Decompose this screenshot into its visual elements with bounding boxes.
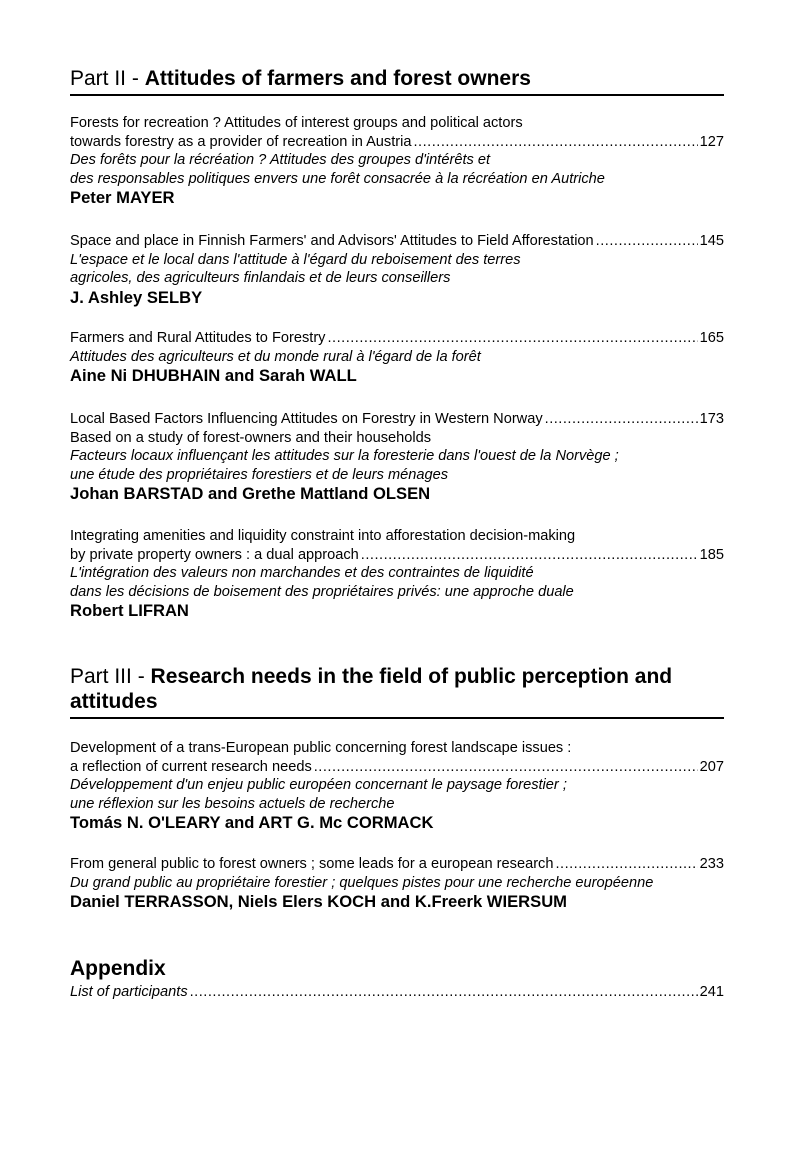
entry-title-line: towards forestry as a provider of recreation in Austria ..... 127	[70, 133, 724, 152]
page-number: 173	[699, 411, 724, 427]
leader-dots	[555, 855, 697, 874]
entry-author: Johan BARSTAD and Grethe Mattland OLSEN	[70, 484, 431, 504]
entry-title-line: Integrating amenities and liquidity constraint into afforestation decision-making	[70, 528, 576, 544]
page-number: 241	[699, 984, 724, 1000]
leader-dots	[327, 329, 697, 348]
french-title-line: Développement d'un enjeu public européen concernant le paysage forestier ;	[70, 777, 567, 794]
leader-dots	[545, 410, 698, 429]
appendix-entry-label: List of participants	[70, 984, 188, 1000]
french-title-line: Du grand public au propriétaire forestier ; quelques pistes pour une recherche européenne	[70, 874, 654, 891]
entry-title-line: Development of a trans-European public concerning forest landscape issues :	[70, 740, 572, 756]
french-title-line: une réflexion sur les besoins actuels de recherche	[70, 795, 395, 812]
entry-author: Aine Ni DHUBHAIN and Sarah WALL	[70, 366, 357, 386]
french-title-line: des responsables politiques envers une forêt consacrée à la récréation en Autriche	[70, 170, 605, 187]
page-number: 165	[699, 330, 724, 346]
entry-author: J. Ashley SELBY	[70, 287, 203, 307]
page-number: 185	[699, 546, 724, 563]
entry-author: Tomás N. O'LEARY and ART G. Mc CORMACK	[70, 813, 434, 833]
leader-dots	[361, 546, 698, 565]
part-3-title: Research needs in the field of public perception and	[150, 665, 673, 688]
french-title-line: une étude des propriétaires forestiers et de leurs ménages	[70, 466, 449, 483]
french-title-line: dans les décisions de boisement des propriétaires privés: une approche duale	[70, 583, 574, 600]
french-title-line: Attitudes des agriculteurs et du monde rural à l'égard de la forêt	[70, 348, 481, 365]
toc-entry	[70, 983, 724, 1002]
page-number: 127	[699, 133, 724, 150]
leader-dots	[596, 232, 698, 251]
entry-author: Peter MAYER	[70, 188, 175, 208]
entry-subtitle-line: Based on a study of forest-owners and their households	[70, 429, 432, 446]
toc-entry	[70, 114, 724, 208]
french-title-line: L'intégration des valeurs non marchandes et des contraintes de liquidité	[70, 565, 534, 582]
toc-entry	[70, 329, 724, 386]
appendix-heading: Appendix	[70, 957, 166, 980]
toc-entry	[70, 527, 724, 621]
part-2-number: Part II	[70, 67, 127, 90]
toc-entry	[70, 739, 724, 833]
french-title-line: L'espace et le local dans l'attitude à l'égard du reboisement des terres	[70, 251, 521, 268]
page-number: 145	[699, 233, 724, 249]
toc-entry	[70, 232, 724, 308]
leader-dots	[190, 983, 698, 1002]
entry-title-line: Forests for recreation ? Attitudes of interest groups and political actors	[70, 115, 523, 131]
entry-title-line: a reflection of current research needs ..... 207	[70, 758, 724, 777]
leader-dots	[314, 758, 698, 777]
entry-title-line: Local Based Factors Influencing Attitudes on Forestry in Western Norway ..... 173	[70, 410, 724, 429]
entry-title-line: by private property owners : a dual approach ..... 185	[70, 546, 724, 565]
french-title-line: Facteurs locaux influençant les attitudes sur la foresterie dans l'ouest de la Norvège ;	[70, 448, 619, 465]
entry-title-line: Farmers and Rural Attitudes to Forestry ..... 165	[70, 329, 724, 348]
page-number: 207	[699, 758, 724, 775]
entry-author: Robert LIFRAN	[70, 601, 189, 621]
toc-entry	[70, 410, 724, 504]
part-2-title: Attitudes of farmers and forest owners	[144, 67, 531, 90]
toc-entry	[70, 855, 724, 912]
entry-author: Daniel TERRASSON, Niels Elers KOCH and K.Freerk WIERSUM	[70, 892, 568, 912]
page-number: 233	[699, 856, 724, 872]
part-2-heading: Part II - Attitudes of farmers and forest owners	[70, 66, 724, 96]
entry-title-line	[70, 983, 724, 1002]
leader-dots	[414, 133, 698, 152]
entry-title-line: Space and place in Finnish Farmers' and Advisors' Attitudes to Field Afforestation ..... 145	[70, 232, 724, 251]
part-3-heading: Part III - Research needs in the field of public perception and attitudes	[70, 664, 724, 719]
part-3-number: Part III	[70, 665, 132, 688]
part-3-title-continued: attitudes	[70, 690, 158, 713]
french-title-line: Des forêts pour la récréation ? Attitudes des groupes d'intérêts et	[70, 152, 491, 169]
french-title-line: agricoles, des agriculteurs finlandais et de leurs conseillers	[70, 270, 451, 287]
entry-title-line: From general public to forest owners ; some leads for a european research ..... 233	[70, 855, 724, 874]
